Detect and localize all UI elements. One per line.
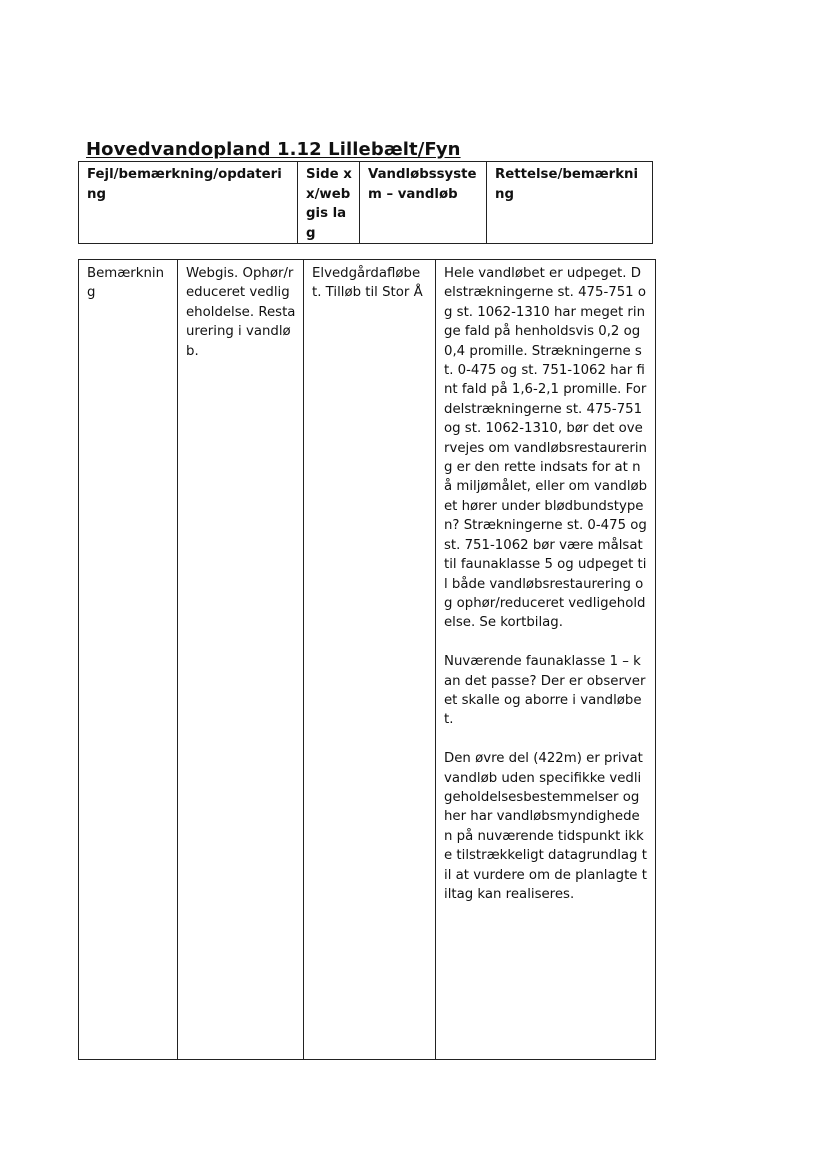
header-error-label: Fejl/bemærkning/opdatering — [87, 167, 282, 202]
watercourse-cell — [304, 260, 436, 1060]
source-text: Webgis. Ophør/reduceret vedligeholdelse. Restaurering i vandløb. — [186, 266, 296, 359]
watercourse-text: Elvedgårdafløbet. Tilløb til Stor Å — [312, 266, 423, 301]
type-cell — [79, 260, 178, 1060]
header-cell-page — [298, 162, 360, 244]
header-watercourse-label: Vandløbssystem – vandløb — [368, 167, 477, 202]
comment-paragraph-1: Hele vandløbet er udpeget. Delstrækningerne st. 475-751 og st. 1062-1310 har meget ringe fald på henholdsvis 0,2 og 0,4 promille. Strækningerne st. 0-475 og st. 751-1062 har fint fald på 1,6-2,1 promille. For delstrækningerne st. 475-751 og st. 1062-1310, bør det overvejes om vandløbsrestaurering er den rette indsats for at nå miljømålet, eller om vandløbet hører under blødbundstypen? Strækningerne st. 0-475 og st. 751-1062 bør være målsat til faunaklasse 5 og udpeget til både vandløbsrestaurering og ophør/reduceret vedligeholdelse. Se kortbilag. — [444, 266, 648, 631]
content-table — [78, 259, 656, 1060]
source-cell — [178, 260, 304, 1060]
header-cell-watercourse — [360, 162, 487, 244]
header-row — [79, 162, 653, 244]
page-title: Hovedvandopland 1.12 Lillebælt/Fyn — [86, 139, 461, 160]
table-row — [79, 260, 656, 1060]
type-text: Bemærkning — [87, 266, 165, 301]
header-table — [78, 161, 653, 244]
header-cell-correction — [487, 162, 653, 244]
header-cell-error — [79, 162, 298, 244]
comment-paragraph-3: Den øvre del (422m) er privat vandløb uden specifikke vedligeholdelsesbestemmelser og her har vandløbsmyndigheden på nuværende tidspunkt ikke tilstrækkeligt datagrundlag til at vurdere om de planlagte tiltag kan realiseres. — [444, 751, 647, 902]
comment-cell — [436, 260, 656, 1060]
header-page-label: Side xx/web gis lag — [306, 167, 352, 241]
header-correction-label: Rettelse/bemærkning — [495, 167, 639, 202]
comment-paragraph-2: Nuværende faunaklasse 1 – kan det passe? Der er observeret skalle og aborre i vandløbet. — [444, 654, 646, 728]
